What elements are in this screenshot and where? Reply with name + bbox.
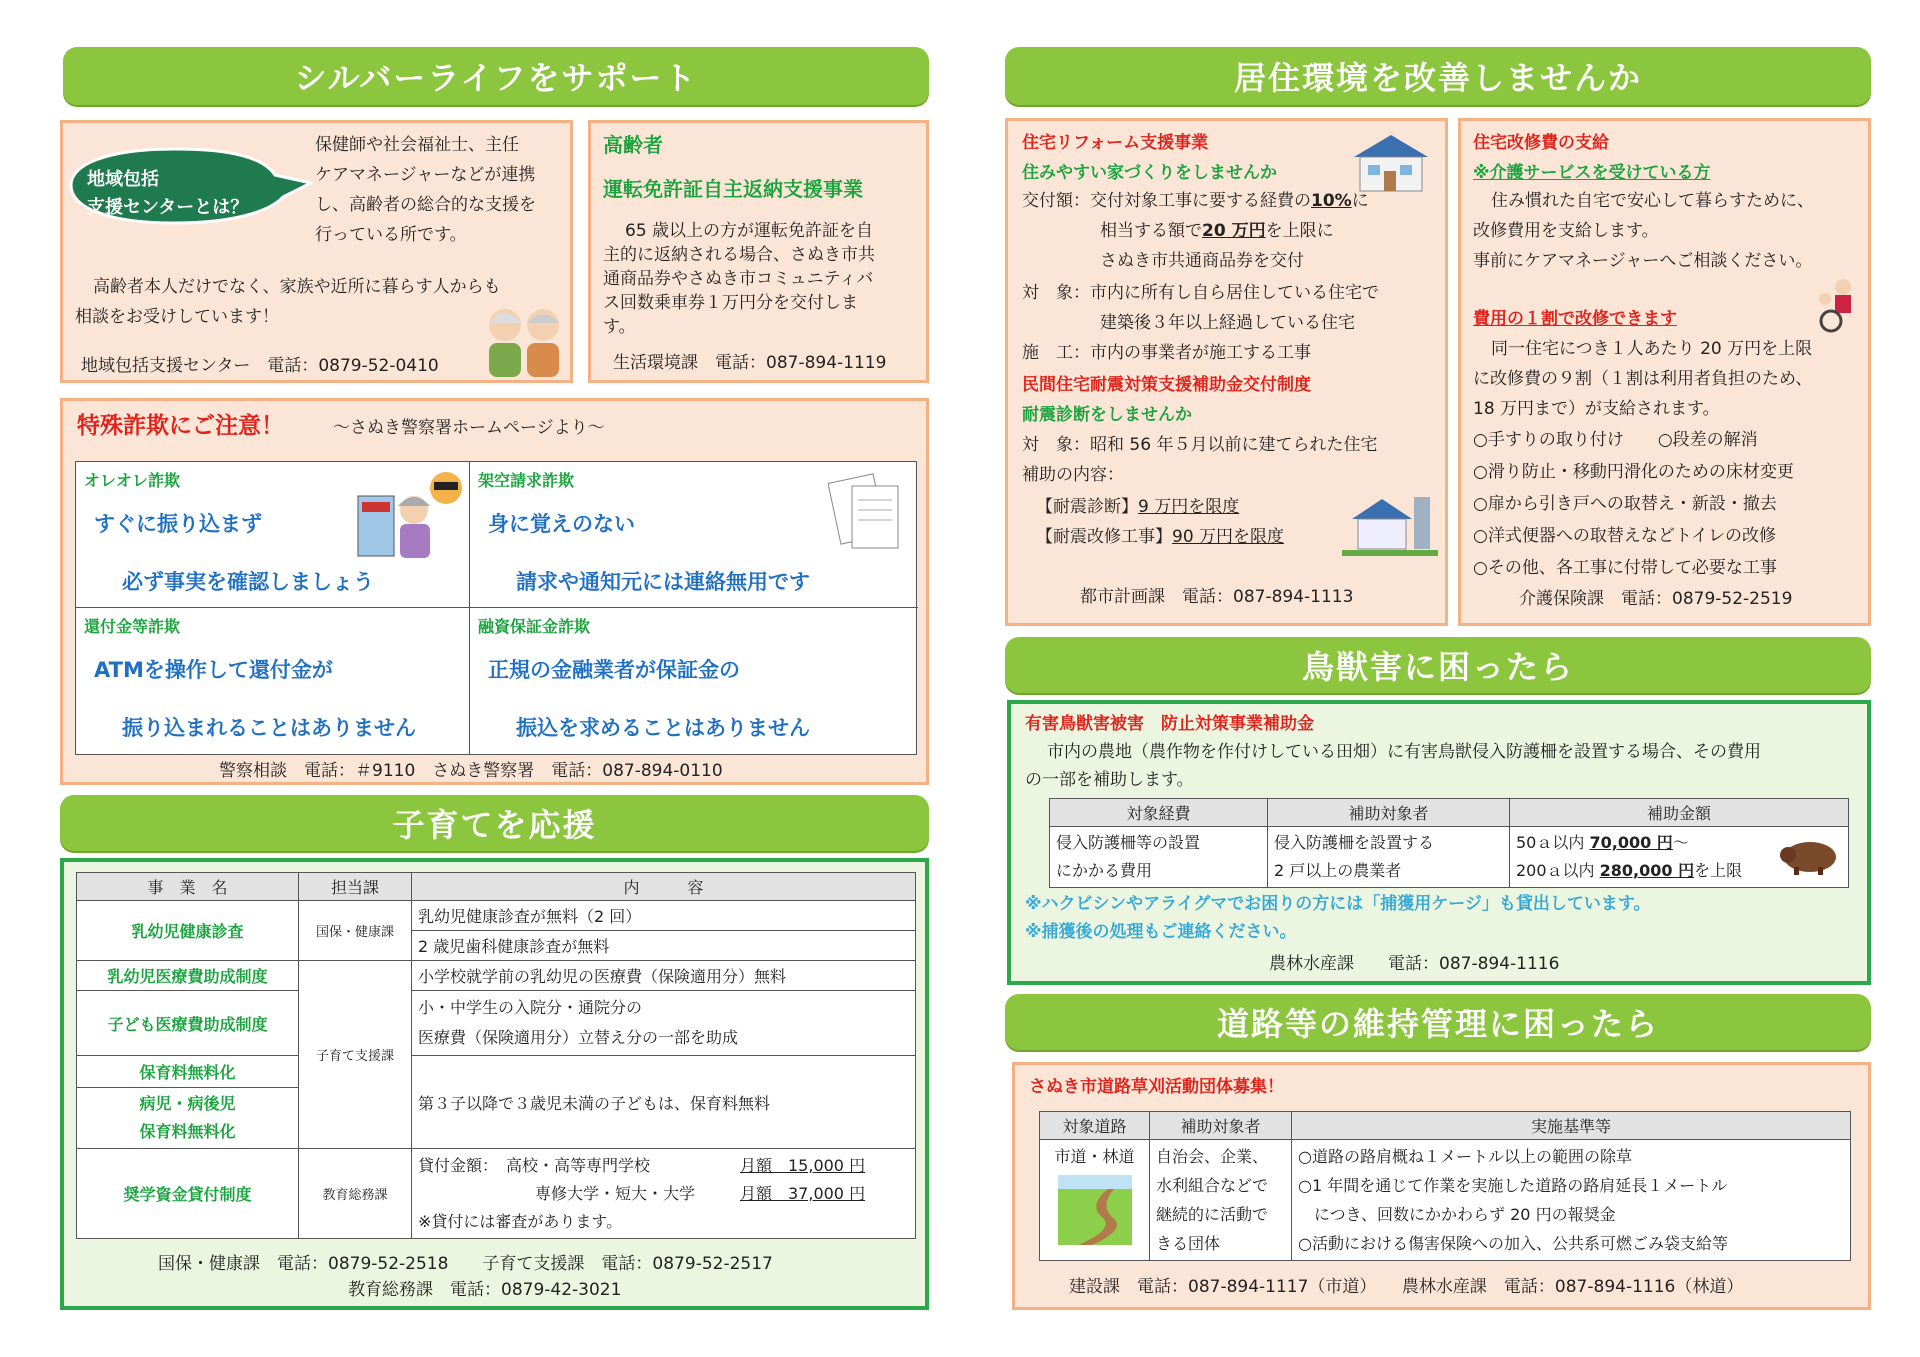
kosodate-contact2: 教育総務課 電話：0879-42-3021 [348,1280,622,1300]
kaishu-box [1458,118,1871,626]
reform-subtitle2: 耐震診断をしませんか [1022,405,1192,425]
kosodate-r1-name: 乳幼児健康診査 [77,901,299,961]
reform-box [1005,118,1448,626]
fraud-cell-title: オレオレ詐欺 [84,471,181,490]
fraud-contact: 警察相談 電話：＃9110 さぬき警察署 電話：087-894-0110 [219,761,723,781]
bubble-line1: 地域包括 [87,169,159,190]
kosodate-r6-dept: 教育総務課 [299,1149,412,1239]
douro-crit-3: につき、回数にかかわらず 20 円の報奨金 [1298,1205,1616,1224]
reform-l1a: 交付額：交付対象工事に要する経費の [1022,191,1311,211]
license-line2: 主的に返納される場合、さぬき市共 [603,245,875,265]
kosodate-r6-name: 奨学資金貸付制度 [77,1149,299,1239]
douro-who-cell [1150,1140,1292,1261]
banner-chouju: 鳥獣害に困ったら [1005,637,1871,693]
banner-silver-life: シルバーライフをサポート [63,47,929,105]
reform-title2: 民間住宅耐震対策支援補助金交付制度 [1022,375,1311,395]
bubble-line2: 支援センターとは？ [87,197,249,218]
reform-l10 [1036,529,1284,546]
kosodate-header-dept: 担当課 [299,873,412,901]
chouju-c1 [1050,827,1268,888]
kaishu-title2: 費用の１割で改修できます [1473,309,1677,329]
douro-box [1012,1062,1871,1310]
reform-l1c: に [1351,191,1369,211]
kosodate-box [60,858,929,1310]
license-title2: 運転免許証自主返納支援事業 [603,177,863,201]
reform-l2 [1100,223,1334,240]
banner-douro: 道路等の維持管理に困ったら [1005,994,1871,1050]
chouju-header-keihi: 対象経費 [1050,799,1268,827]
kosodate-r6-c2b: 月額 37,000 円 [740,1183,866,1203]
chouju-c3a1: 50ａ以内 [1516,833,1585,852]
douro-who-2: 水利組合などで [1156,1176,1269,1195]
douro-who-4: きる団体 [1156,1234,1221,1253]
license-line5: す。 [603,317,636,337]
kosodate-table [76,872,916,1239]
chouju-table [1049,798,1849,888]
fraud-source: ～さぬき警察署ホームページより～ [333,418,605,438]
reform-l6: 施 工：市内の事業者が施工する工事 [1022,343,1311,363]
douro-who-1: 自治会、企業、 [1156,1147,1269,1166]
chouju-c3b1: 200ａ以内 [1516,861,1595,880]
reform-l9a: 【耐震診断】 [1036,497,1138,517]
douro-contact: 建設課 電話：087-894-1117（市道） 農林水産課 電話：087-894-1116（林道） [1069,1277,1744,1297]
kaishu-l1: 住み慣れた自宅で安心して暮らすために、 [1491,191,1814,211]
chouju-c3b3: を上限 [1694,861,1743,880]
reform-title: 住宅リフォーム支援事業 [1022,133,1209,153]
chouju-note2: ※捕獲後の処理もご連絡ください。 [1025,922,1297,942]
kosodate-r6-line1 [418,1152,909,1180]
kosodate-r6-line2 [418,1180,909,1208]
kaishu-l6: 18 万円まで）が支給されます。 [1473,399,1720,419]
fraud-cell-line1: 正規の金融業者が保証金の [488,658,740,682]
reform-l4: 対 象：市内に所有し自ら居住している住宅で [1022,283,1379,303]
fraud-cell-line1: すぐに振り込まず [94,512,262,536]
boar-illustration [1776,833,1842,877]
fraud-cell-kakuu [470,462,918,608]
reform-l10a: 【耐震改修工事】 [1036,527,1172,547]
chouju-contact: 農林水産課 電話：087-894-1116 [1269,954,1560,974]
fraud-cell-line1: 身に覚えのない [488,512,635,536]
reform-l7: 対 象：昭和 56 年５月以前に建てられた住宅 [1022,435,1378,455]
kosodate-r1-c1: 乳幼児健康診査が無料（2 回） [412,901,916,931]
douro-header-who: 補助対象者 [1150,1112,1292,1140]
chiiki-box [60,120,573,383]
kosodate-r6-content [412,1149,916,1239]
reform-l9 [1036,499,1239,516]
douro-crit-cell [1292,1140,1851,1261]
kaishu-l5: に改修費の９割（１割は利用者負担のため、 [1473,369,1813,389]
elderly-couple-illustration [481,303,569,379]
chouju-header-taisho: 補助対象者 [1268,799,1510,827]
kosodate-r6-c2a: 専修大学・短大・大学 [535,1183,696,1203]
reform-l2a: 相当する額で [1100,221,1202,241]
kosodate-r4-name: 保育料無料化 [77,1056,299,1088]
chouju-c2b: 2 戸以上の農業者 [1274,861,1402,880]
kosodate-header-content: 内 容 [412,873,916,901]
license-line3: 通商品券やさぬき市コミュニティバ [603,269,874,289]
kosodate-contact1: 国保・健康課 電話：0879-52-2518 子育て支援課 電話：0879-52-2517 [158,1254,773,1274]
chouju-c3a3: ～ [1672,833,1689,852]
chouju-l1: 市内の農地（農作物を作付けしている田畑）に有害鳥獣侵入防護柵を設置する場合、その費用 [1047,742,1761,762]
chouju-c3 [1510,827,1849,888]
douro-crit-4: ○活動における傷害保険への加入、公共系可燃ごみ袋支給等 [1298,1234,1728,1253]
fraud-box [60,398,929,785]
chiiki-desc-4: 行っている所です。 [315,225,467,245]
douro-road: 市道・林道 [1054,1147,1135,1166]
kosodate-r45-c: 第３子以降で３歳児未満の子どもは、保育料無料 [412,1056,916,1149]
chouju-box [1007,700,1871,985]
banner-kyoju: 居住環境を改善しませんか [1005,47,1871,105]
documents-illustration [828,470,908,560]
house-solar-illustration [1348,129,1434,195]
chouju-c2a: 侵入防護柵を設置する [1274,833,1435,852]
banner-kosodate: 子育てを応援 [60,795,929,851]
kaishu-item3: ○扉から引き戸への取替え・新設・撤去 [1473,494,1777,514]
douro-who-3: 継続的に活動で [1156,1205,1269,1224]
fraud-cell-line2: 必ず事実を確認しましょう [122,570,374,594]
kaishu-item5: ○その他、各工事に付帯して必要な工事 [1473,558,1777,578]
chouju-c3b2: 280,000 円 [1599,861,1695,880]
atm-illustration [354,466,464,562]
fraud-cell-line2: 振り込まれることはありません [122,716,416,740]
kosodate-r3-content [412,991,916,1056]
kosodate-r5-name2: 保育料無料化 [139,1122,236,1141]
kaishu-l3: 事前にケアマネージャーへご相談ください。 [1473,251,1813,271]
fraud-cell-yuushi [470,608,918,754]
douro-road-cell [1040,1140,1150,1261]
kosodate-r2-c: 小学校就学前の乳幼児の医療費（保険適用分）無料 [412,961,916,991]
kaishu-l2: 改修費用を支給します。 [1473,221,1659,241]
reform-l9b: 9 万円を限度 [1138,497,1240,517]
fraud-cell-oreore [76,462,470,608]
kaishu-item4: ○洋式便器への取替えなどトイレの改修 [1473,526,1776,546]
reform-contact: 都市計画課 電話：087-894-1113 [1080,587,1354,607]
douro-title: さぬき市道路草刈活動団体募集！ [1029,1077,1284,1097]
fraud-cell-kanpu [76,608,470,754]
chouju-c1a: 侵入防護柵等の設置 [1056,833,1201,852]
reform-l10b: 90 万円を限度 [1172,527,1285,547]
kaishu-title: 住宅改修費の支給 [1473,133,1609,153]
douro-header-crit: 実施基準等 [1292,1112,1851,1140]
kosodate-r1-dept: 国保・健康課 [299,901,412,961]
kosodate-dept-kosodate: 子育て支援課 [299,961,412,1149]
chiiki-desc2-1: 高齢者本人だけでなく、家族や近所に暮らす人からも [93,277,501,297]
license-contact: 生活環境課 電話：087-894-1119 [613,353,887,373]
kaishu-item1: ○手すりの取り付け ○段差の解消 [1473,430,1758,450]
road-grass-illustration [1058,1175,1132,1245]
kaishu-l4: 同一住宅につき１人あたり 20 万円を上限 [1491,339,1813,359]
kosodate-header-name: 事 業 名 [77,873,299,901]
chouju-note1: ※ハクビシンやアライグマでお困りの方には「捕獲用ケージ」も貸出しています。 [1025,894,1651,914]
douro-crit-2: ○1 年間を通じて作業を実施した道路の路肩延長１メートル [1298,1176,1728,1195]
douro-table [1039,1111,1851,1261]
chiiki-desc-3: し、高齢者の総合的な支援を [315,195,536,215]
reform-l3: さぬき市共通商品券を交付 [1100,251,1304,271]
kaishu-subtitle: ※介護サービスを受けている方 [1473,163,1711,183]
kosodate-r2-name: 乳幼児医療費助成制度 [77,961,299,991]
chiiki-desc-1: 保健師や社会福祉士、主任 [315,135,519,155]
reform-l5: 建築後３年以上経過している住宅 [1100,313,1355,333]
chouju-c3a2: 70,000 円 [1589,833,1673,852]
kaishu-contact: 介護保険課 電話：0879-52-2519 [1519,589,1793,609]
reform-l1 [1022,193,1369,210]
kosodate-r6-c1a: 貸付金額： 高校・高等専門学校 [418,1155,651,1175]
kosodate-r3-name: 子ども医療費助成制度 [77,991,299,1056]
fraud-cell-line2: 振込を求めることはありません [516,716,810,740]
fraud-title: 特殊詐欺にご注意！ [77,413,284,439]
douro-header-road: 対象道路 [1040,1112,1150,1140]
chouju-c1b: にかかる費用 [1056,861,1153,880]
license-line4: ス回数乗車券１万円分を交付しま [603,293,858,313]
wheelchair-illustration [1813,277,1863,333]
chouju-c2 [1268,827,1510,888]
license-line1: 65 歳以上の方が運転免許証を自 [625,221,874,241]
reform-subtitle: 住みやすい家づくりをしませんか [1022,163,1277,183]
kaishu-item2: ○滑り防止・移動円滑化のための床材変更 [1473,462,1794,482]
license-title1: 高齢者 [603,133,663,157]
fraud-cell-line2: 請求や通知元には連絡無用です [516,570,810,594]
chiiki-desc-2: ケアマネージャーなどが連携 [315,165,536,185]
reform-l2b: 20 万円 [1202,221,1266,241]
kosodate-r3-c2: 医療費（保険適用分）立替え分の一部を助成 [418,1028,739,1047]
chouju-title: 有害鳥獣害被害 防止対策事業補助金 [1025,714,1314,734]
kosodate-r6-c3: ※貸付には審査があります。 [418,1211,623,1231]
chiiki-contact: 地域包括支援センター 電話：0879-52-0410 [81,356,439,376]
earthquake-house-illustration [1342,487,1438,559]
reform-l1b: 10% [1311,191,1352,211]
chouju-l2: の一部を補助します。 [1025,770,1194,790]
fraud-cell-line1: ATMを操作して還付金が [94,658,333,682]
reform-l2c: を上限に [1265,221,1334,241]
kosodate-r3-c1: 小・中学生の入院分・通院分の [418,998,643,1017]
douro-crit-1: ○道路の路肩概ね１メートル以上の範囲の除草 [1298,1147,1632,1166]
fraud-cell-title: 架空請求詐欺 [478,471,575,490]
kosodate-r5-name [77,1088,299,1149]
kosodate-r6-c1b: 月額 15,000 円 [740,1155,866,1175]
chiiki-desc2-2: 相談をお受けしています！ [75,307,279,327]
fraud-cell-title: 融資保証金詐欺 [478,617,591,636]
kosodate-r5-name1: 病児・病後児 [139,1094,236,1113]
kosodate-r1-c2: 2 歳児歯科健康診査が無料 [412,931,916,961]
license-box [588,120,929,383]
fraud-grid [75,461,917,755]
fraud-cell-title: 還付金等詐欺 [84,617,181,636]
chouju-header-kingaku: 補助金額 [1510,799,1849,827]
reform-l8: 補助の内容： [1022,465,1124,485]
